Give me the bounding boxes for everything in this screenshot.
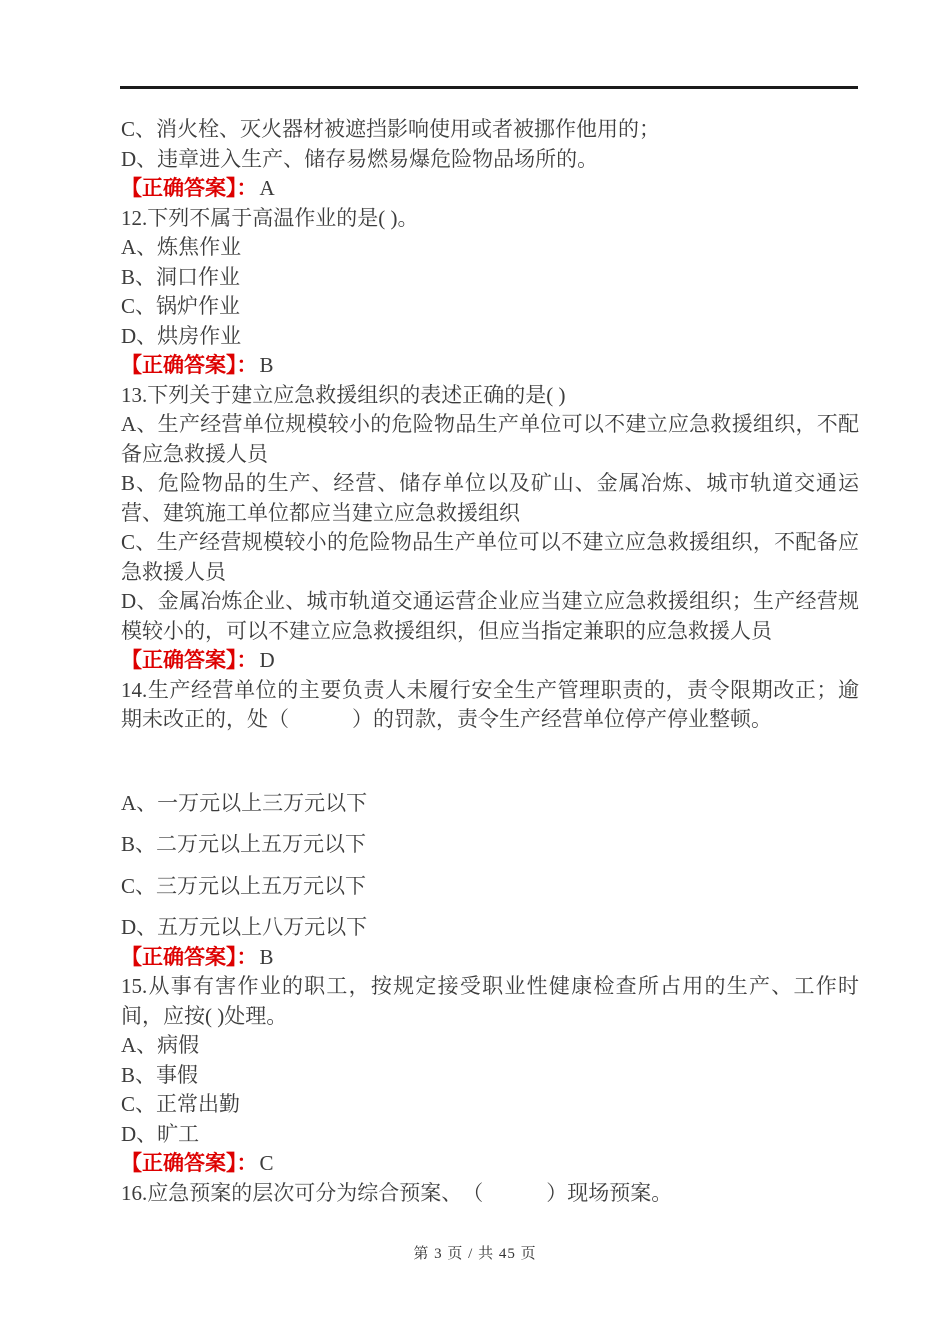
option-item: C、锅炉作业 (121, 294, 241, 318)
question-text: 13.下列关于建立应急救援组织的表述正确的是( ) (121, 382, 566, 407)
answer-value: B (259, 944, 274, 969)
answer-label: 【正确答案】： (121, 353, 258, 377)
answer-line (121, 174, 859, 204)
question-text: 16.应急预案的层次可分为综合预案、 （ ）现场预案。 (121, 1180, 673, 1205)
option-item: C、正常出勤 (121, 1092, 241, 1116)
option-item: D、金属冶炼企业、城市轨道交通运营企业应当建立应急救援组织；生产经营规模较小的，可以不建立应急救援组织，但应当指定兼职的应急救援人员 (121, 589, 859, 643)
option-item: A、一万元以上三万元以下 (121, 790, 368, 815)
option-item: C、三万元以上五万元以下 (121, 873, 367, 898)
page-number-text: 第 3 页 / 共 45 页 (413, 1246, 537, 1262)
question-text: 15.从事有害作业的职工，按规定接受职业性健康检查所占用的生产、工作时间，应按( )处理。 (121, 974, 859, 1028)
question-text: 14.生产经营单位的主要负责人未履行安全生产管理职责的，责令限期改正；逾期未改正的，处（ ）的罚款，责令生产经营单位停产停业整顿。 (121, 677, 859, 731)
option-item: B、事假 (121, 1062, 199, 1087)
option-item: B、危险物品的生产、经营、储存单位以及矿山、金属冶炼、城市轨道交通运营、建筑施工单位都应当建立应急救援组织 (121, 471, 859, 525)
document-body (121, 115, 859, 1208)
answer-label: 【正确答案】： (121, 944, 258, 969)
answer-value: D (259, 648, 275, 672)
answer-line (121, 1149, 859, 1179)
option-item: D、烘房作业 (121, 323, 242, 348)
option-item: D、五万元以上八万元以下 (121, 915, 368, 939)
answer-line (121, 646, 859, 676)
option-item: A、生产经营单位规模较小的危险物品生产单位可以不建立应急救援组织，不配备应急救援人员 (121, 412, 859, 466)
option-item: D、违章进入生产、储存易燃易爆危险物品场所的。 (121, 146, 599, 171)
question-text: 12.下列不属于高温作业的是( )。 (121, 205, 419, 230)
option-item: C、生产经营规模较小的危险物品生产单位可以不建立应急救援组织，不配备应急救援人员 (121, 530, 859, 584)
answer-value: C (259, 1151, 274, 1175)
answer-value: B (259, 353, 274, 377)
option-item: C、消火栓、灭火器材被遮挡影响使用或者被挪作他用的； (121, 117, 661, 141)
option-item: D、旷工 (121, 1121, 200, 1146)
option-item: A、病假 (121, 1033, 200, 1057)
answer-value: A (259, 176, 275, 200)
header-divider-line (120, 86, 858, 89)
answer-line (121, 351, 859, 381)
option-item: B、二万元以上五万元以下 (121, 832, 367, 856)
option-item: B、洞口作业 (121, 264, 241, 289)
answer-label: 【正确答案】： (121, 648, 258, 672)
option-item: A、炼焦作业 (121, 235, 242, 259)
answer-line (121, 943, 859, 973)
answer-label: 【正确答案】： (121, 176, 258, 200)
answer-label: 【正确答案】： (121, 1151, 258, 1175)
page-footer (0, 1242, 950, 1263)
